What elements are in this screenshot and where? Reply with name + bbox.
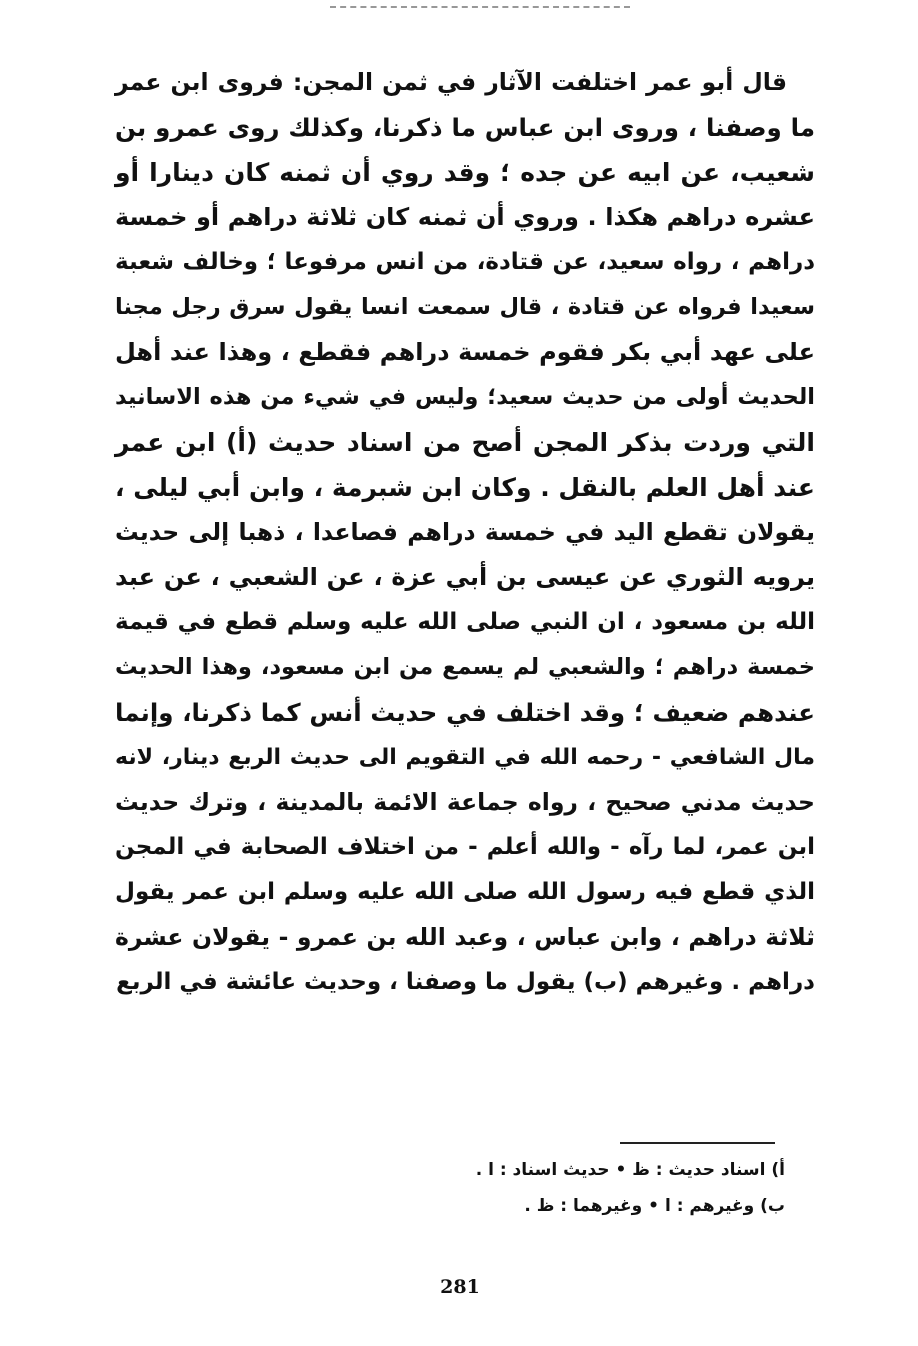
text-line: خمسة دراهم ؛ والشعبي لم يسمع من ابن مسعود، وهذا الحديث [115, 654, 815, 680]
text-line: دراهم ، رواه سعيد، عن قتادة، من انس مرفوعا ؛ وخالف شعبة [115, 249, 815, 275]
text-line: الحديث أولى من حديث سعيد؛ وليس في شيء من هذه الاسانيد [115, 384, 815, 410]
text-line: حديث مدني صحيح ، رواه جماعة الائمة بالمدينة ، وترك حديث [115, 788, 815, 816]
footnotes-block [360, 1152, 785, 1224]
text-line: عندهم ضعيف ؛ وقد اختلف في حديث أنس كما ذكرنا، وإنما [115, 698, 815, 727]
text-line: الذي قطع فيه رسول الله صلى الله عليه وسلم ابن عمر يقول [115, 879, 815, 905]
text-line: مال الشافعي - رحمه الله في التقويم الى حديث الربع دينار، لانه [115, 745, 815, 770]
text-line: التي وردت بذكر المجن أصح من اسناد حديث (أ) ابن عمر [115, 428, 815, 457]
text-line: ابن عمر، لما رآه - والله أعلم - من اختلاف الصحابة في المجن [115, 834, 815, 860]
footnote-a: أ) اسناد حديث : ظ • حديث اسناد : ا . [475, 1160, 785, 1180]
text-line: على عهد أبي بكر فقوم خمسة دراهم فقطع ، وهذا عند أهل [115, 338, 815, 366]
text-line: شعيب، عن ابيه عن جده ؛ وقد روي أن ثمنه كان دينارا أو [115, 158, 815, 187]
footnote-b: ب) وغيرهم : ا • وغيرهما : ظ . [524, 1196, 785, 1216]
text-line: سعيدا فرواه عن قتادة ، قال سمعت انسا يقول سرق رجل مجنا [115, 294, 815, 320]
text-line: عشره دراهم هكذا . وروي أن ثمنه كان ثلاثة دراهم أو خمسة [115, 203, 815, 231]
page-number: 281 [440, 1276, 480, 1298]
top-edge-rule [330, 0, 630, 8]
text-line: الله بن مسعود ، ان النبي صلى الله عليه وسلم قطع في قيمة [115, 609, 815, 635]
text-line: يقولان تقطع اليد في خمسة دراهم فصاعدا ، ذهبا إلى حديث [115, 518, 815, 546]
main-text-block [115, 60, 815, 1005]
text-line: ما وصفنا ، وروى ابن عباس ما ذكرنا، وكذلك روى عمرو بن [115, 113, 815, 142]
text-line: يرويه الثوري عن عيسى بن أبي عزة ، عن الشعبي ، عن عبد [115, 563, 815, 591]
text-line: ثلاثة دراهم ، وابن عباس ، وعبد الله بن عمرو - يقولان عشرة [115, 923, 815, 951]
footnote-divider [620, 1142, 775, 1144]
text-line: قال أبو عمر اختلفت الآثار في ثمن المجن: فروى ابن عمر [115, 68, 787, 96]
text-line: عند أهل العلم بالنقل . وكان ابن شبرمة ، وابن أبي ليلى ، [115, 473, 815, 502]
text-line: دراهم . وغيرهم (ب) يقول ما وصفنا ، وحديث عائشة في الربع [116, 969, 815, 995]
